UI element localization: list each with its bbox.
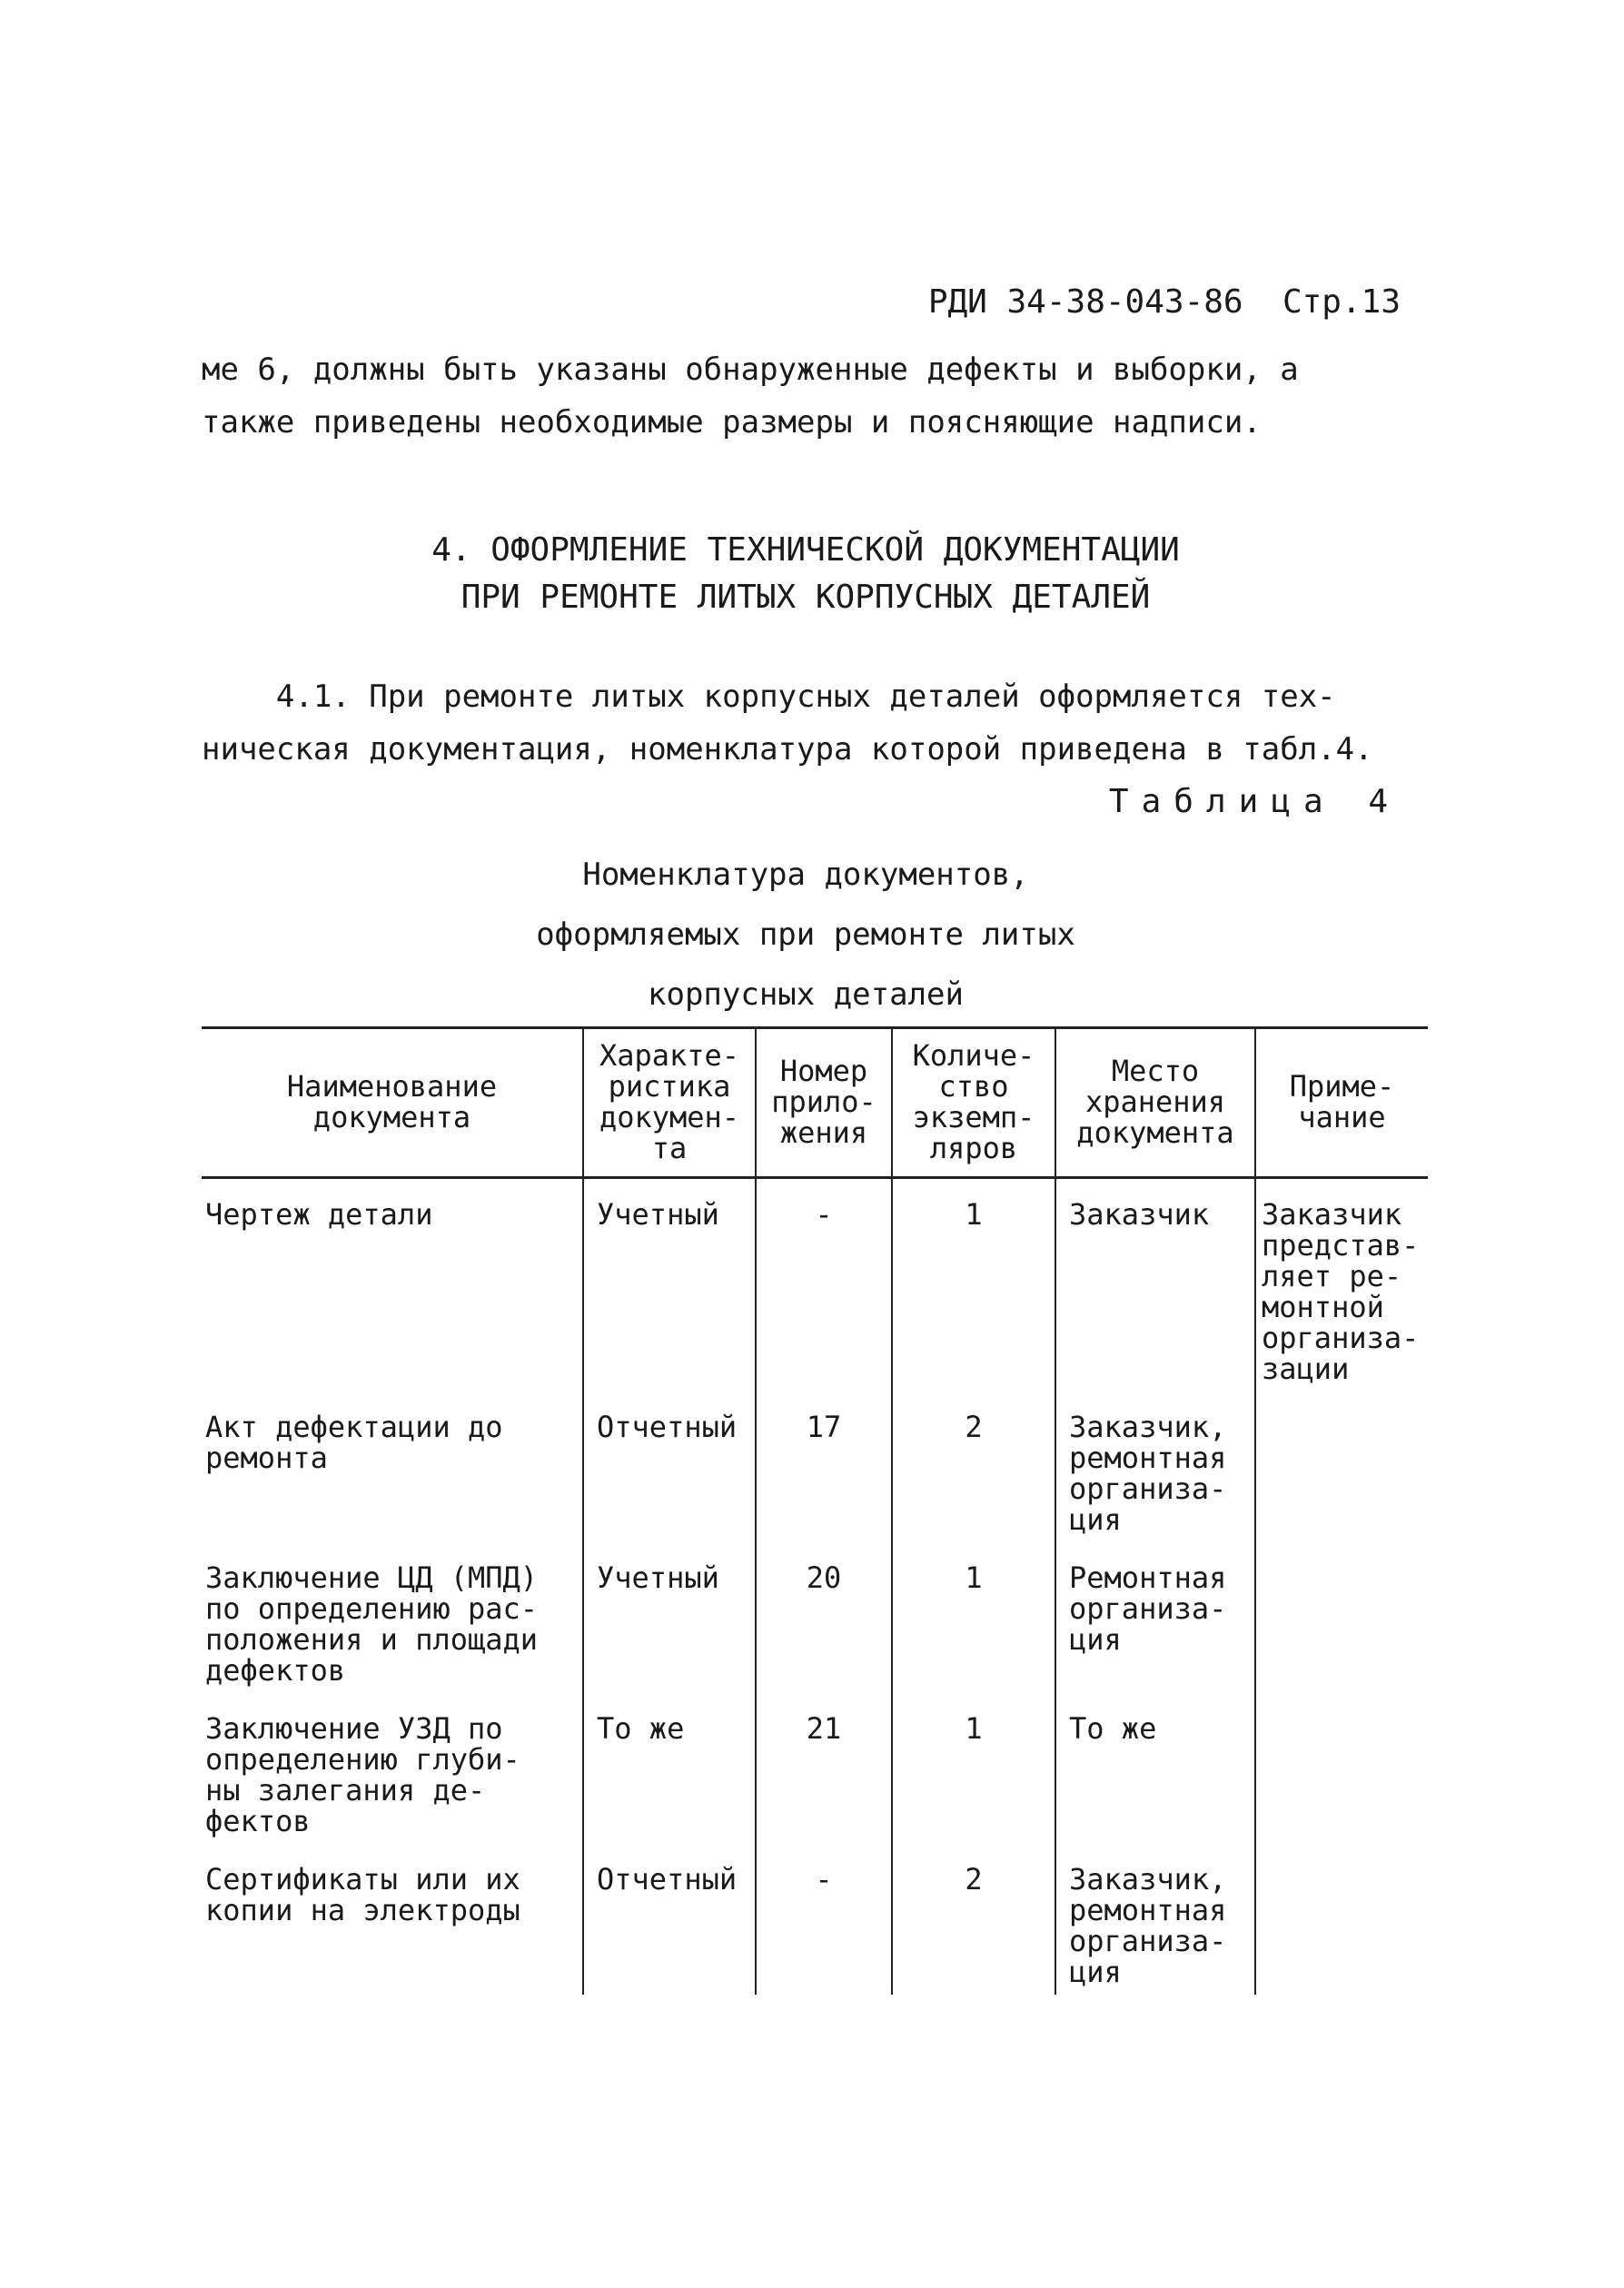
cell-note: [1255, 1844, 1428, 1995]
header-document-type: Характе- ристика докумен- та: [583, 1028, 756, 1178]
header-appendix-number: Номер прило- жения: [756, 1028, 892, 1178]
cell-storage-place: Заказчик: [1055, 1178, 1255, 1392]
cell-document-type: Учетный: [583, 1178, 756, 1392]
cell-document-name: Сертификаты или их копии на электроды: [202, 1844, 583, 1995]
cell-document-type: Учетный: [583, 1542, 756, 1693]
cell-note: Заказчик представ- ляет ре- монтной организа- зации: [1262, 1197, 1420, 1386]
cell-copies: 1: [892, 1542, 1055, 1693]
cell-appendix-number: -: [756, 1844, 892, 1995]
cell-document-name: Заключение УЗД по определению глуби- ны залегания де- фектов: [202, 1693, 583, 1844]
table-row: [202, 1844, 1428, 1995]
header-note: Приме- чание: [1255, 1028, 1428, 1178]
cell-note: [1255, 1693, 1428, 1844]
paragraph-continuation: ме 6, должны быть указаны обнаруженные дефекты и выборки, а также приведены необходимые размеры и поясняющие надписи.: [202, 352, 1299, 441]
section-title: 4. ОФОРМЛЕНИЕ ТЕХНИЧЕСКОЙ ДОКУМЕНТАЦИИ ПРИ РЕМОНТЕ ЛИТЫХ КОРПУСНЫХ ДЕТАЛЕЙ: [431, 531, 1180, 616]
table-label: Таблица 4: [1108, 783, 1401, 820]
cell-note: [1255, 1542, 1428, 1693]
header-copies: Количе- ство экземп- ляров: [892, 1028, 1055, 1178]
cell-appendix-number: -: [756, 1178, 892, 1392]
cell-copies: 1: [892, 1693, 1055, 1844]
cell-appendix-number: 21: [756, 1693, 892, 1844]
cell-note: [1255, 1392, 1428, 1542]
cell-document-type: Отчетный: [583, 1392, 756, 1542]
documents-table: [202, 1026, 1428, 1995]
header-document-name: Наименование документа: [202, 1028, 583, 1178]
table-row: [202, 1178, 1428, 1392]
cell-storage-place: Заказчик, ремонтная организа- ция: [1055, 1844, 1255, 1995]
cell-document-name: Заключение ЦД (МПД) по определению рас- положения и площади дефектов: [202, 1542, 583, 1693]
header-storage-place: Место хранения документа: [1055, 1028, 1255, 1178]
paragraph-4-1: 4.1. При ремонте литых корпусных деталей оформляется тех- ническая документация, номенклатура которой приведена в табл.4.: [202, 678, 1373, 768]
cell-copies: 1: [892, 1178, 1055, 1392]
cell-document-type: То же: [583, 1693, 756, 1844]
cell-copies: 2: [892, 1844, 1055, 1995]
table-caption: Номенклатура документов, оформляемых при ремонте литых корпусных деталей: [536, 857, 1075, 1013]
table-header-row: [202, 1028, 1428, 1178]
cell-storage-place: Заказчик, ремонтная организа- ция: [1055, 1392, 1255, 1542]
table-row: [202, 1392, 1428, 1542]
cell-document-type: Отчетный: [583, 1844, 756, 1995]
cell-appendix-number: 20: [756, 1542, 892, 1693]
page-header: [928, 282, 1401, 324]
table-row: [202, 1693, 1428, 1844]
page-number: Стр.13: [1282, 283, 1401, 321]
cell-copies: 2: [892, 1392, 1055, 1542]
cell-storage-place: То же: [1055, 1693, 1255, 1844]
cell-document-name: Акт дефектации до ремонта: [202, 1392, 583, 1542]
cell-appendix-number: 17: [756, 1392, 892, 1542]
cell-storage-place: Ремонтная организа- ция: [1055, 1542, 1255, 1693]
document-id: РДИ 34-38-043-86: [927, 283, 1243, 321]
table-row: [202, 1542, 1428, 1693]
cell-document-name: Чертеж детали: [202, 1178, 583, 1392]
